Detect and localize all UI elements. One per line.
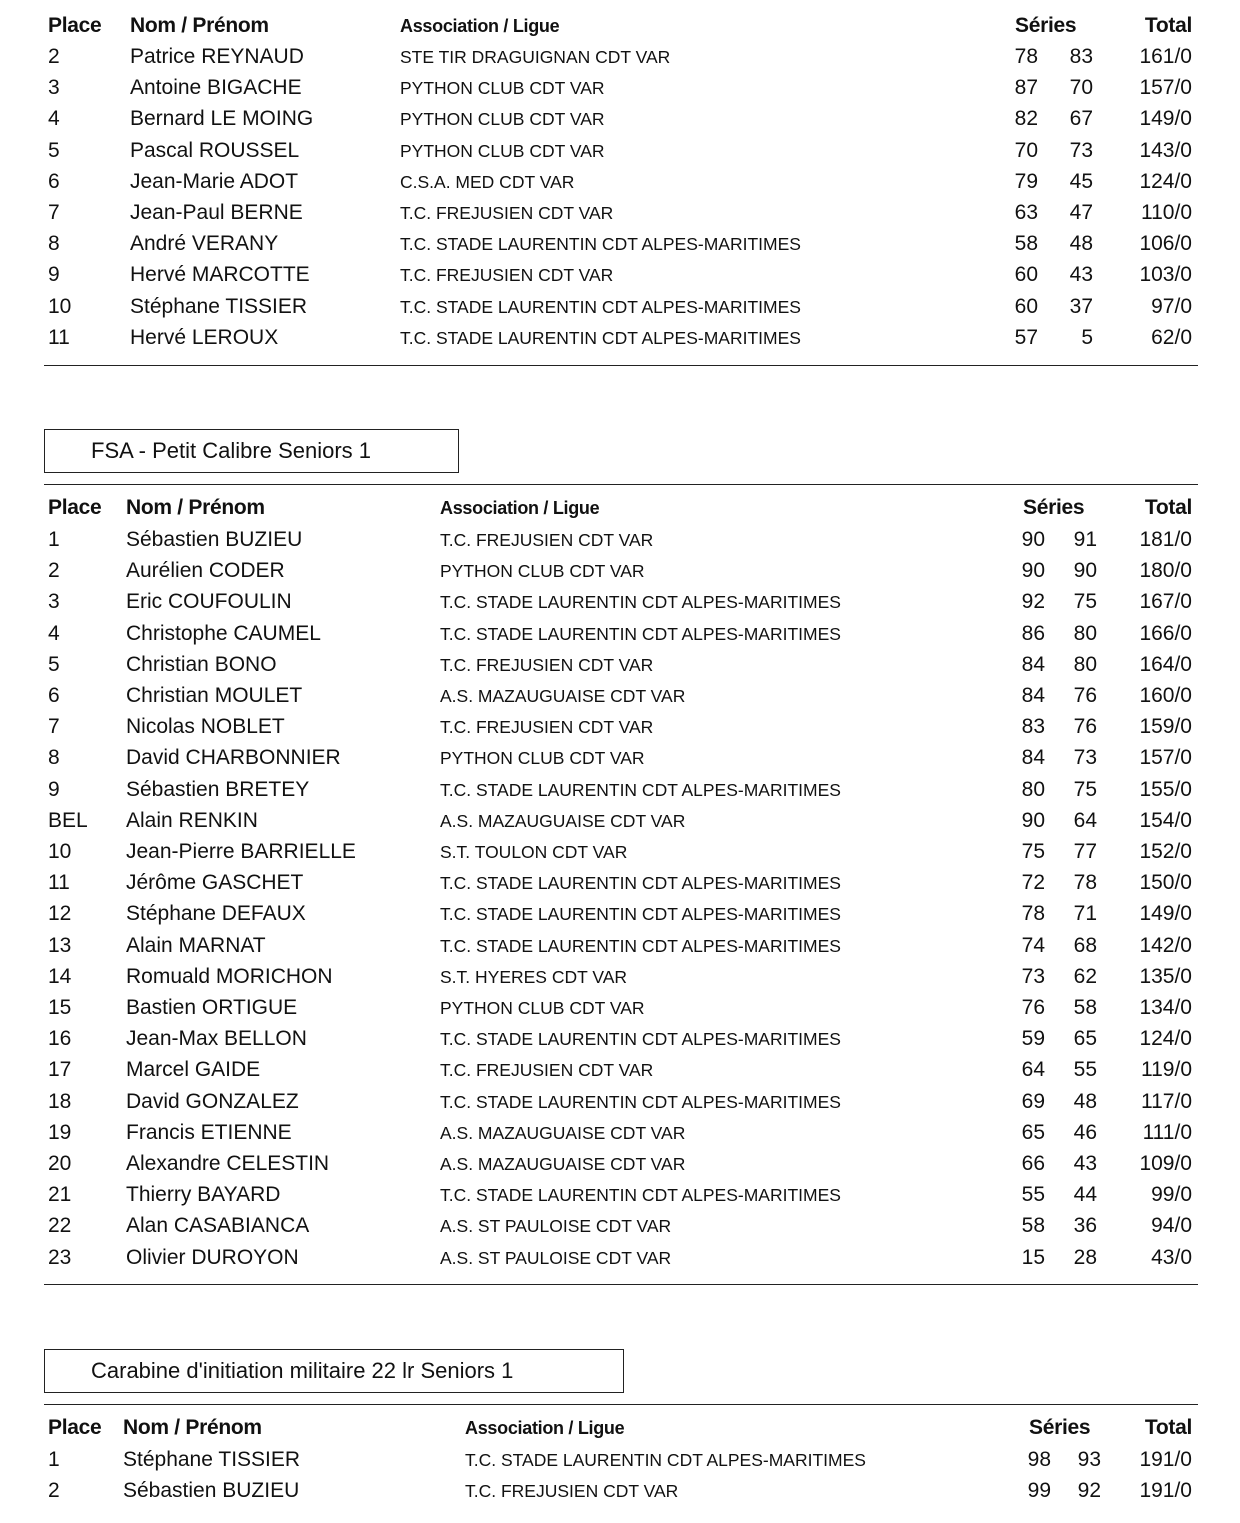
association-cell: T.C. FREJUSIEN CDT VAR bbox=[440, 530, 654, 550]
place-cell: 5 bbox=[48, 138, 60, 162]
series-2-cell: 46 bbox=[1073, 1120, 1097, 1144]
name-cell: Patrice REYNAUD bbox=[130, 45, 304, 68]
table-row bbox=[44, 902, 1198, 933]
place-cell: 10 bbox=[48, 840, 72, 863]
series-2-cell: 58 bbox=[1073, 996, 1097, 1019]
place-cell: 2 bbox=[48, 559, 60, 583]
series-1-cell: 80 bbox=[1021, 777, 1045, 801]
series-1-cell: 99 bbox=[1027, 1479, 1051, 1503]
series-2-cell: 62 bbox=[1073, 964, 1097, 988]
series-2-cell: 73 bbox=[1069, 138, 1093, 162]
total-cell: 97/0 bbox=[1151, 294, 1192, 318]
total-cell: 109/0 bbox=[1139, 1152, 1192, 1175]
total-cell: 157/0 bbox=[1139, 746, 1192, 770]
place-cell: 11 bbox=[48, 871, 70, 895]
total-cell: 135/0 bbox=[1139, 964, 1192, 988]
total-cell: 62/0 bbox=[1151, 325, 1192, 349]
association-cell: T.C. STADE LAURENTIN CDT ALPES-MARITIMES bbox=[440, 1185, 841, 1206]
association-cell: T.C. STADE LAURENTIN CDT ALPES-MARITIMES bbox=[400, 296, 801, 317]
association-cell: T.C. FREJUSIEN CDT VAR bbox=[440, 654, 654, 675]
series-2-cell: 43 bbox=[1073, 1152, 1097, 1175]
table-header bbox=[44, 496, 1198, 526]
section-bottom-rule bbox=[44, 365, 1198, 366]
place-cell: 20 bbox=[48, 1152, 72, 1175]
table-row bbox=[44, 326, 1198, 357]
total-cell: 99/0 bbox=[1151, 1183, 1192, 1207]
total-cell: 166/0 bbox=[1139, 621, 1192, 645]
series-2-cell: 71 bbox=[1073, 902, 1097, 926]
name-cell: Jean-Pierre BARRIELLE bbox=[126, 840, 356, 863]
place-cell: 17 bbox=[48, 1058, 72, 1082]
total-cell: 191/0 bbox=[1139, 1448, 1192, 1471]
name-cell: Romuald MORICHON bbox=[126, 964, 333, 988]
series-1-cell: 60 bbox=[1014, 263, 1038, 287]
name-cell: Sébastien BUZIEU bbox=[123, 1479, 300, 1503]
table-row bbox=[44, 1479, 1198, 1510]
series-1-cell: 87 bbox=[1014, 76, 1038, 100]
series-2-cell: 80 bbox=[1073, 652, 1097, 676]
table-row bbox=[44, 1152, 1198, 1183]
section-top-rule bbox=[44, 1404, 1198, 1405]
name-cell: Antoine BIGACHE bbox=[130, 76, 302, 100]
header-series: Séries bbox=[1029, 1416, 1091, 1439]
total-cell: 181/0 bbox=[1139, 528, 1192, 551]
association-cell: T.C. STADE LAURENTIN CDT ALPES-MARITIMES bbox=[400, 234, 801, 255]
place-cell: 21 bbox=[48, 1183, 72, 1207]
place-cell: 15 bbox=[48, 996, 72, 1019]
total-cell: 142/0 bbox=[1139, 933, 1192, 957]
total-cell: 106/0 bbox=[1139, 232, 1192, 256]
association-cell: T.C. STADE LAURENTIN CDT ALPES-MARITIMES bbox=[440, 904, 841, 925]
association-cell: T.C. FREJUSIEN CDT VAR bbox=[400, 203, 614, 223]
series-1-cell: 15 bbox=[1021, 1245, 1045, 1269]
results-section-continued bbox=[44, 14, 1198, 374]
total-cell: 150/0 bbox=[1139, 871, 1192, 895]
association-cell: C.S.A. MED CDT VAR bbox=[400, 171, 575, 192]
table-row bbox=[44, 1183, 1198, 1214]
name-cell: Christian MOULET bbox=[126, 684, 303, 707]
series-1-cell: 55 bbox=[1021, 1183, 1045, 1207]
place-cell: 3 bbox=[48, 590, 60, 614]
table-row bbox=[44, 528, 1198, 559]
association-cell: T.C. STADE LAURENTIN CDT ALPES-MARITIMES bbox=[440, 592, 841, 613]
table-row bbox=[44, 996, 1198, 1027]
name-cell: Stéphane TISSIER bbox=[130, 294, 308, 318]
total-cell: 152/0 bbox=[1139, 840, 1192, 863]
series-1-cell: 57 bbox=[1014, 325, 1038, 349]
header-association: Association / Ligue bbox=[440, 498, 600, 518]
association-cell: T.C. STADE LAURENTIN CDT ALPES-MARITIMES bbox=[440, 873, 841, 894]
name-cell: Marcel GAIDE bbox=[126, 1058, 261, 1082]
association-cell: T.C. STADE LAURENTIN CDT ALPES-MARITIMES bbox=[440, 779, 841, 800]
association-cell: T.C. FREJUSIEN CDT VAR bbox=[440, 1060, 654, 1081]
series-1-cell: 72 bbox=[1021, 871, 1045, 895]
place-cell: 1 bbox=[48, 1448, 60, 1471]
series-1-cell: 75 bbox=[1021, 840, 1045, 863]
header-association: Association / Ligue bbox=[400, 16, 560, 36]
name-cell: Bernard LE MOING bbox=[130, 107, 314, 131]
association-cell: T.C. FREJUSIEN CDT VAR bbox=[400, 265, 614, 286]
header-place: Place bbox=[48, 14, 102, 37]
place-cell: 3 bbox=[48, 76, 60, 100]
series-1-cell: 90 bbox=[1021, 528, 1045, 551]
name-cell: Hervé MARCOTTE bbox=[130, 263, 310, 287]
place-cell: BEL bbox=[48, 808, 88, 832]
series-1-cell: 65 bbox=[1021, 1120, 1045, 1144]
series-2-cell: 76 bbox=[1073, 715, 1097, 739]
place-cell: 6 bbox=[48, 169, 60, 193]
series-2-cell: 90 bbox=[1073, 559, 1097, 583]
name-cell: Francis ETIENNE bbox=[126, 1120, 292, 1144]
place-cell: 13 bbox=[48, 933, 72, 957]
results-section-carabine-initiation bbox=[44, 1349, 1198, 1519]
series-2-cell: 48 bbox=[1073, 1089, 1097, 1113]
name-cell: Bastien ORTIGUE bbox=[126, 996, 298, 1019]
series-1-cell: 98 bbox=[1027, 1448, 1051, 1471]
association-cell: T.C. STADE LAURENTIN CDT ALPES-MARITIMES bbox=[440, 1091, 841, 1112]
total-cell: 160/0 bbox=[1139, 684, 1192, 707]
association-cell: PYTHON CLUB CDT VAR bbox=[440, 561, 645, 582]
place-cell: 9 bbox=[48, 263, 60, 287]
total-cell: 110/0 bbox=[1141, 201, 1192, 224]
header-total: Total bbox=[1144, 14, 1192, 37]
table-row bbox=[44, 107, 1198, 138]
table-row bbox=[44, 934, 1198, 965]
series-1-cell: 90 bbox=[1021, 808, 1045, 832]
association-cell: A.S. ST PAULOISE CDT VAR bbox=[440, 1216, 672, 1237]
place-cell: 7 bbox=[48, 201, 60, 224]
name-cell: Hervé LEROUX bbox=[130, 325, 279, 349]
total-cell: 161/0 bbox=[1139, 45, 1192, 68]
association-cell: A.S. MAZAUGUAISE CDT VAR bbox=[440, 1122, 686, 1143]
name-cell: Aurélien CODER bbox=[126, 559, 285, 583]
association-cell: A.S. MAZAUGUAISE CDT VAR bbox=[440, 810, 686, 831]
total-cell: 167/0 bbox=[1139, 590, 1192, 614]
series-2-cell: 45 bbox=[1069, 169, 1093, 193]
series-2-cell: 80 bbox=[1073, 621, 1097, 645]
table-row bbox=[44, 232, 1198, 263]
series-2-cell: 37 bbox=[1069, 294, 1093, 318]
series-2-cell: 75 bbox=[1073, 590, 1097, 614]
association-cell: A.S. ST PAULOISE CDT VAR bbox=[440, 1247, 672, 1268]
series-1-cell: 76 bbox=[1021, 996, 1045, 1019]
series-2-cell: 47 bbox=[1069, 201, 1093, 224]
series-1-cell: 78 bbox=[1014, 45, 1038, 68]
header-name: Nom / Prénom bbox=[126, 496, 265, 519]
series-1-cell: 59 bbox=[1021, 1027, 1045, 1051]
total-cell: 111/0 bbox=[1142, 1120, 1192, 1144]
series-2-cell: 68 bbox=[1073, 933, 1097, 957]
association-cell: PYTHON CLUB CDT VAR bbox=[400, 78, 605, 99]
header-total: Total bbox=[1144, 1416, 1192, 1439]
table-row bbox=[44, 1246, 1198, 1277]
table-row bbox=[44, 1027, 1198, 1058]
table-row bbox=[44, 1214, 1198, 1245]
name-cell: Jérôme GASCHET bbox=[126, 871, 304, 895]
section-title: FSA - Petit Calibre Seniors 1 bbox=[91, 438, 372, 463]
header-association: Association / Ligue bbox=[465, 1418, 625, 1438]
total-cell: 149/0 bbox=[1139, 902, 1192, 926]
association-cell: T.C. STADE LAURENTIN CDT ALPES-MARITIMES bbox=[440, 1029, 841, 1050]
name-cell: Sébastien BRETEY bbox=[126, 777, 310, 801]
association-cell: T.C. STADE LAURENTIN CDT ALPES-MARITIMES bbox=[440, 935, 841, 956]
table-row bbox=[44, 1121, 1198, 1152]
name-cell: Jean-Paul BERNE bbox=[130, 201, 303, 224]
table-row bbox=[44, 295, 1198, 326]
series-2-cell: 64 bbox=[1073, 808, 1097, 832]
association-cell: A.S. MAZAUGUAISE CDT VAR bbox=[440, 1154, 686, 1174]
association-cell: T.C. STADE LAURENTIN CDT ALPES-MARITIMES bbox=[440, 623, 841, 644]
name-cell: David CHARBONNIER bbox=[126, 746, 341, 770]
name-cell: Pascal ROUSSEL bbox=[130, 138, 300, 162]
table-row bbox=[44, 715, 1198, 746]
table-row bbox=[44, 778, 1198, 809]
association-cell: PYTHON CLUB CDT VAR bbox=[440, 748, 645, 769]
place-cell: 1 bbox=[48, 528, 60, 551]
section-bottom-rule bbox=[44, 1284, 1198, 1285]
table-row bbox=[44, 746, 1198, 777]
total-cell: 154/0 bbox=[1139, 808, 1192, 832]
series-1-cell: 83 bbox=[1021, 715, 1045, 739]
total-cell: 191/0 bbox=[1139, 1479, 1192, 1503]
series-2-cell: 76 bbox=[1073, 684, 1097, 707]
total-cell: 94/0 bbox=[1151, 1214, 1192, 1238]
series-2-cell: 70 bbox=[1069, 76, 1093, 100]
series-1-cell: 79 bbox=[1014, 169, 1038, 193]
table-header bbox=[44, 1416, 1198, 1446]
association-cell: A.S. MAZAUGUAISE CDT VAR bbox=[440, 686, 686, 706]
total-cell: 155/0 bbox=[1139, 777, 1192, 801]
place-cell: 4 bbox=[48, 621, 60, 645]
name-cell: Alain RENKIN bbox=[126, 808, 258, 832]
header-place: Place bbox=[48, 496, 102, 519]
series-1-cell: 90 bbox=[1021, 559, 1045, 583]
series-2-cell: 65 bbox=[1073, 1027, 1097, 1051]
name-cell: Jean-Marie ADOT bbox=[130, 169, 299, 193]
association-cell: STE TIR DRAGUIGNAN CDT VAR bbox=[400, 47, 671, 67]
place-cell: 23 bbox=[48, 1245, 72, 1269]
series-1-cell: 58 bbox=[1021, 1214, 1045, 1238]
series-2-cell: 5 bbox=[1081, 325, 1093, 349]
name-cell: Sébastien BUZIEU bbox=[126, 528, 303, 551]
place-cell: 18 bbox=[48, 1089, 72, 1113]
series-1-cell: 58 bbox=[1014, 232, 1038, 256]
series-1-cell: 84 bbox=[1021, 684, 1045, 707]
total-cell: 159/0 bbox=[1139, 715, 1192, 739]
place-cell: 8 bbox=[48, 746, 60, 770]
total-cell: 149/0 bbox=[1139, 107, 1192, 131]
series-1-cell: 66 bbox=[1021, 1152, 1045, 1175]
name-cell: Alain MARNAT bbox=[126, 933, 266, 957]
table-row bbox=[44, 76, 1198, 107]
place-cell: 7 bbox=[48, 715, 60, 739]
name-cell: André VERANY bbox=[130, 232, 279, 256]
table-row bbox=[44, 201, 1198, 232]
table-row bbox=[44, 965, 1198, 996]
header-series: Séries bbox=[1015, 14, 1077, 37]
place-cell: 14 bbox=[48, 964, 72, 988]
association-cell: PYTHON CLUB CDT VAR bbox=[400, 140, 605, 161]
series-2-cell: 83 bbox=[1069, 45, 1093, 68]
header-total: Total bbox=[1144, 496, 1192, 519]
place-cell: 9 bbox=[48, 777, 60, 801]
association-cell: PYTHON CLUB CDT VAR bbox=[440, 998, 645, 1018]
table-row bbox=[44, 684, 1198, 715]
series-2-cell: 36 bbox=[1073, 1214, 1097, 1238]
total-cell: 124/0 bbox=[1139, 1027, 1192, 1051]
series-2-cell: 67 bbox=[1069, 107, 1093, 131]
association-cell: S.T. TOULON CDT VAR bbox=[440, 842, 628, 862]
series-2-cell: 43 bbox=[1069, 263, 1093, 287]
series-1-cell: 60 bbox=[1014, 294, 1038, 318]
section-title-box bbox=[44, 1349, 624, 1393]
header-name: Nom / Prénom bbox=[123, 1416, 262, 1439]
header-name: Nom / Prénom bbox=[130, 14, 269, 37]
total-cell: 180/0 bbox=[1139, 559, 1192, 583]
series-2-cell: 93 bbox=[1077, 1448, 1101, 1471]
place-cell: 10 bbox=[48, 294, 72, 318]
place-cell: 11 bbox=[48, 325, 70, 349]
name-cell: Christian BONO bbox=[126, 652, 277, 676]
table-row bbox=[44, 1058, 1198, 1089]
series-1-cell: 69 bbox=[1021, 1089, 1045, 1113]
association-cell: T.C. FREJUSIEN CDT VAR bbox=[440, 717, 654, 738]
table-row bbox=[44, 871, 1198, 902]
name-cell: Christophe CAUMEL bbox=[126, 621, 321, 645]
series-1-cell: 84 bbox=[1021, 652, 1045, 676]
series-2-cell: 48 bbox=[1069, 232, 1093, 256]
section-top-rule bbox=[44, 484, 1198, 485]
place-cell: 6 bbox=[48, 684, 60, 707]
table-row bbox=[44, 809, 1198, 840]
place-cell: 8 bbox=[48, 232, 60, 256]
series-2-cell: 75 bbox=[1073, 777, 1097, 801]
section-title: Carabine d'initiation militaire 22 lr Seniors 1 bbox=[91, 1358, 514, 1383]
total-cell: 124/0 bbox=[1139, 169, 1192, 193]
table-row bbox=[44, 559, 1198, 590]
series-1-cell: 78 bbox=[1021, 902, 1045, 926]
series-2-cell: 92 bbox=[1077, 1479, 1101, 1503]
table-row bbox=[44, 590, 1198, 621]
series-2-cell: 77 bbox=[1073, 840, 1097, 863]
table-row bbox=[44, 139, 1198, 170]
table-row bbox=[44, 1448, 1198, 1479]
total-cell: 43/0 bbox=[1151, 1245, 1192, 1269]
name-cell: Thierry BAYARD bbox=[126, 1183, 281, 1207]
series-1-cell: 86 bbox=[1021, 621, 1045, 645]
table-row bbox=[44, 263, 1198, 294]
total-cell: 134/0 bbox=[1139, 996, 1192, 1019]
series-2-cell: 28 bbox=[1073, 1245, 1097, 1269]
table-row bbox=[44, 170, 1198, 201]
association-cell: T.C. FREJUSIEN CDT VAR bbox=[465, 1481, 679, 1502]
place-cell: 2 bbox=[48, 45, 60, 68]
association-cell: S.T. HYERES CDT VAR bbox=[440, 966, 628, 987]
header-series: Séries bbox=[1023, 496, 1085, 519]
name-cell: Stéphane TISSIER bbox=[123, 1448, 301, 1471]
series-1-cell: 92 bbox=[1021, 590, 1045, 614]
table-header bbox=[44, 14, 1198, 44]
total-cell: 103/0 bbox=[1139, 263, 1192, 287]
series-1-cell: 64 bbox=[1021, 1058, 1045, 1082]
association-cell: PYTHON CLUB CDT VAR bbox=[400, 109, 605, 130]
series-2-cell: 73 bbox=[1073, 746, 1097, 770]
place-cell: 4 bbox=[48, 107, 60, 131]
name-cell: Eric COUFOULIN bbox=[126, 590, 292, 614]
series-1-cell: 82 bbox=[1014, 107, 1038, 131]
series-1-cell: 63 bbox=[1014, 201, 1038, 224]
table-row bbox=[44, 840, 1198, 871]
place-cell: 2 bbox=[48, 1479, 60, 1503]
name-cell: Alexandre CELESTIN bbox=[126, 1152, 330, 1175]
total-cell: 157/0 bbox=[1139, 76, 1192, 100]
series-1-cell: 74 bbox=[1021, 933, 1045, 957]
series-2-cell: 55 bbox=[1073, 1058, 1097, 1082]
series-2-cell: 91 bbox=[1073, 528, 1097, 551]
name-cell: Nicolas NOBLET bbox=[126, 715, 285, 739]
association-cell: T.C. STADE LAURENTIN CDT ALPES-MARITIMES bbox=[465, 1450, 866, 1470]
series-2-cell: 44 bbox=[1073, 1183, 1097, 1207]
table-row bbox=[44, 45, 1198, 76]
name-cell: Olivier DUROYON bbox=[126, 1245, 299, 1269]
name-cell: Stéphane DEFAUX bbox=[126, 902, 306, 926]
total-cell: 164/0 bbox=[1139, 652, 1192, 676]
total-cell: 143/0 bbox=[1139, 138, 1192, 162]
name-cell: Jean-Max BELLON bbox=[126, 1027, 307, 1051]
place-cell: 19 bbox=[48, 1120, 72, 1144]
name-cell: David GONZALEZ bbox=[126, 1089, 299, 1113]
table-row bbox=[44, 653, 1198, 684]
series-1-cell: 70 bbox=[1014, 138, 1038, 162]
table-row bbox=[44, 1090, 1198, 1121]
series-1-cell: 84 bbox=[1021, 746, 1045, 770]
series-1-cell: 73 bbox=[1021, 964, 1045, 988]
total-cell: 117/0 bbox=[1141, 1089, 1192, 1113]
place-cell: 22 bbox=[48, 1214, 72, 1238]
place-cell: 16 bbox=[48, 1027, 72, 1051]
name-cell: Alan CASABIANCA bbox=[126, 1214, 310, 1238]
series-2-cell: 78 bbox=[1073, 871, 1097, 895]
results-section-fsa-petit-calibre bbox=[44, 429, 1198, 1289]
section-title-box bbox=[44, 429, 459, 473]
header-place: Place bbox=[48, 1416, 102, 1439]
association-cell: T.C. STADE LAURENTIN CDT ALPES-MARITIMES bbox=[400, 327, 801, 348]
table-row bbox=[44, 622, 1198, 653]
total-cell: 119/0 bbox=[1141, 1058, 1192, 1082]
place-cell: 12 bbox=[48, 902, 72, 926]
place-cell: 5 bbox=[48, 652, 60, 676]
